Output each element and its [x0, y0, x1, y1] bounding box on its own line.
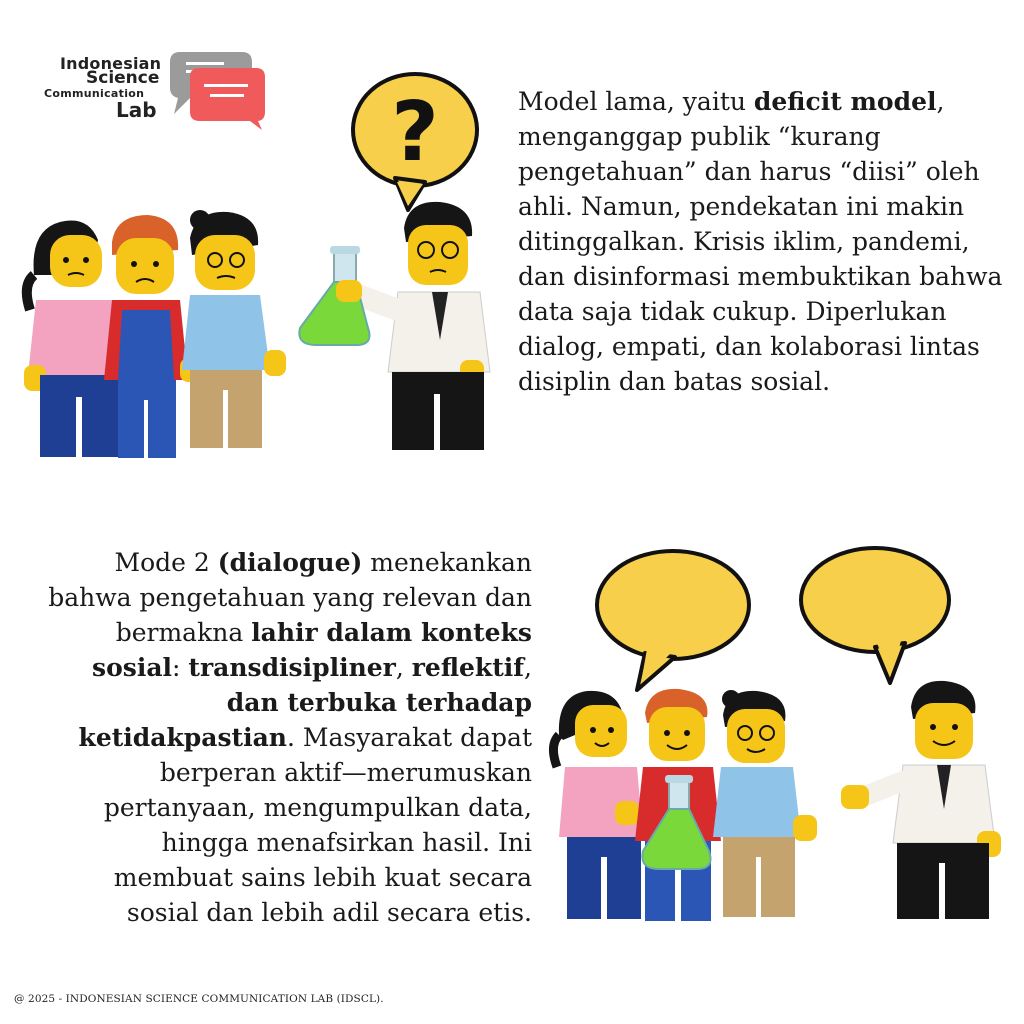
deficit-model-illustration	[20, 60, 510, 470]
copyright-footer: @ 2025 - INDONESIAN SCIENCE COMMUNICATION LAB (IDSCL).	[14, 993, 384, 1005]
logo-line-4: Lab	[116, 98, 157, 122]
dialogue-model-illustration	[545, 545, 1015, 945]
bottom-text-1: Mode 2	[114, 548, 218, 577]
logo-line-3: Communication	[44, 87, 145, 100]
bottom-bold-konteks-sosial: lahir dalam konteks sosial	[92, 618, 532, 682]
figure-scientist	[350, 202, 490, 450]
bottom-text-4: ,	[395, 653, 412, 682]
logo-line-1: Indonesian	[60, 54, 162, 73]
top-bold-deficit-model: deficit model	[753, 87, 937, 116]
figure-scientist	[841, 681, 1001, 919]
top-text-1: Model lama, yaitu	[518, 87, 754, 116]
figure-woman-glasses	[182, 210, 286, 448]
bottom-text-6: . Masyarakat dapat berperan aktif—merumuskan pertanyaan, mengumpulkan data, hingga menafsirkan hasil. Ini membuat sains lebih kuat secara sosial dan lebih adil secara etis.	[103, 723, 532, 927]
bottom-bold-transdisipliner: transdisipliner	[188, 653, 396, 682]
bottom-bold-reflektif: reflektif	[411, 653, 525, 682]
figure-woman-glasses	[713, 690, 817, 917]
bottom-text-2: menekankan bahwa pengetahuan yang relevan dan bermakna	[48, 548, 532, 647]
figure-woman-pink	[553, 691, 643, 919]
bottom-bold-ketidakpastian: dan terbuka terhadap ketidakpastian	[78, 688, 532, 752]
flask-icon	[299, 246, 369, 345]
logo-line-2: Science	[86, 68, 160, 88]
deficit-model-paragraph	[518, 84, 1008, 399]
mode2-paragraph	[40, 545, 532, 930]
speech-bubble-left-icon	[597, 551, 749, 690]
speech-bubble-right-icon	[801, 548, 949, 683]
figure-man-red	[635, 689, 721, 921]
bottom-bold-dialogue: (dialogue)	[217, 548, 363, 577]
bottom-text-3: :	[172, 653, 189, 682]
question-mark: ?	[391, 85, 439, 180]
top-text-2: , menganggap publik “kurang pengetahuan” dan harus “diisi” oleh ahli. Namun, pendekatan ini makin ditinggalkan. Krisis iklim, pandemi, dan disinformasi membuktikan bahwa data saja tidak cukup. Diperlukan dialog, empati, dan kolaborasi lintas disiplin dan batas sosial.	[518, 87, 1003, 396]
bottom-text-5: ,	[524, 653, 532, 682]
question-bubble-icon	[353, 74, 477, 210]
